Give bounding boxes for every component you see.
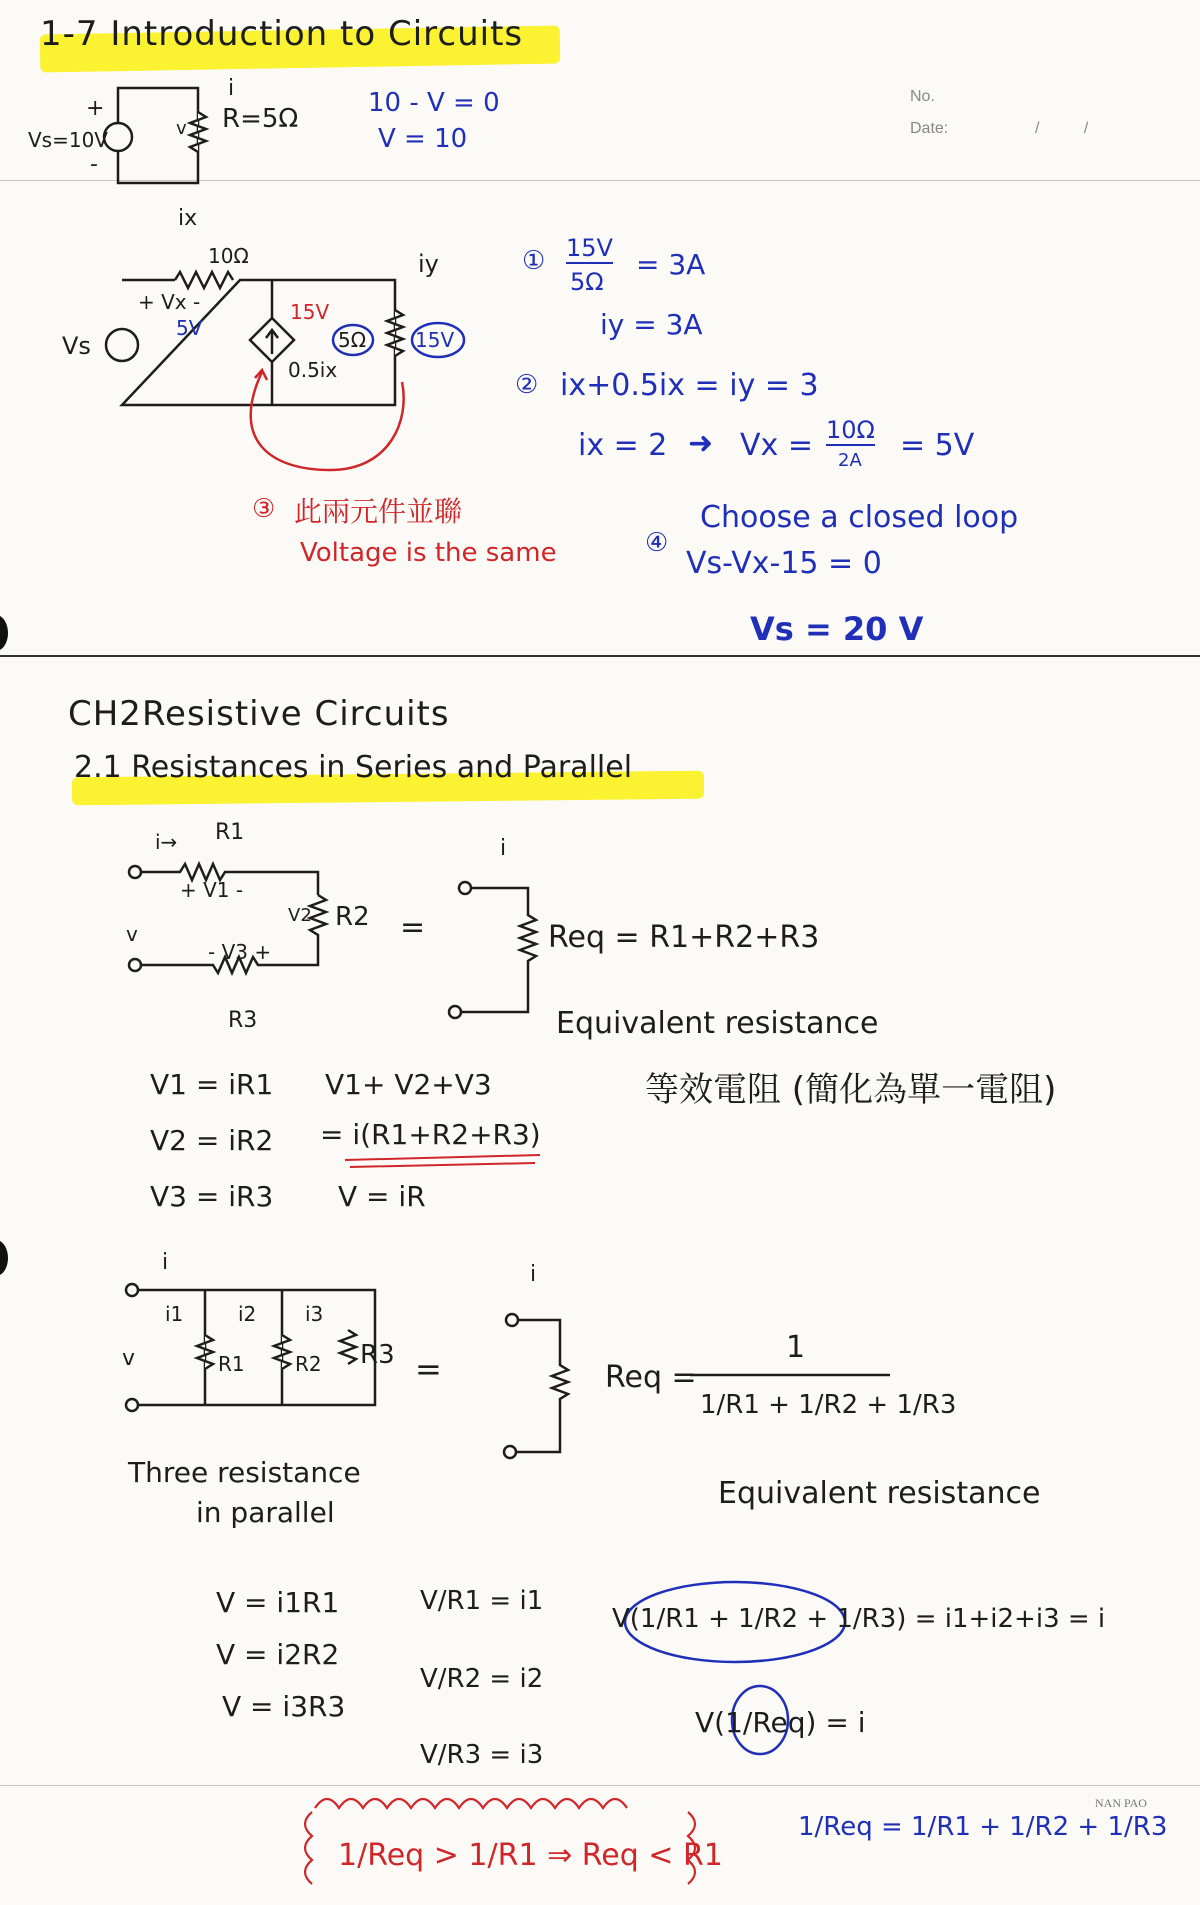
parallel-eq-mid-1: V/R1 = i1	[420, 1586, 544, 1616]
step4-label: ④	[645, 528, 669, 558]
parallel-req-label: Req =	[605, 1360, 697, 1395]
c2-ix: ix	[178, 206, 198, 231]
c2-15v: 15V	[290, 300, 330, 324]
step2-arrow: ➜	[688, 426, 714, 461]
c1-eq1: 10 - V = 0	[368, 88, 500, 118]
parallel-equals: =	[415, 1350, 442, 1388]
step4-result: Vs = 20 V	[750, 610, 924, 648]
step2-result: = 5V	[900, 428, 975, 463]
parallel-eq-mid-3: V/R3 = i3	[420, 1740, 544, 1770]
date-label: Date:	[910, 120, 949, 137]
c1-eq2: V = 10	[378, 124, 468, 154]
series-eq-factor: = i(R1+R2+R3)	[320, 1118, 541, 1151]
no-label: No.	[910, 88, 935, 105]
step2-frac-den: 2A	[838, 450, 862, 471]
step4-text: Choose a closed loop	[700, 500, 1019, 535]
series-eq-sum: V1+ V2+V3	[325, 1068, 492, 1101]
c2-vx: + Vx -	[138, 290, 201, 314]
step1-iy: iy = 3A	[600, 308, 703, 341]
parallel-i3: i3	[305, 1302, 324, 1326]
c2-r10: 10Ω	[208, 244, 249, 268]
series-r1: R1	[215, 820, 245, 845]
c1-current: i	[228, 76, 235, 101]
series-eq-v3: V3 = iR3	[150, 1180, 274, 1213]
section-title: 2.1 Resistances in Series and Parallel	[74, 750, 633, 785]
step3-cn: 此兩元件並聯	[294, 495, 463, 528]
chapter-title: CH2Resistive Circuits	[68, 694, 450, 734]
parallel-v: v	[122, 1346, 136, 1371]
parallel-req-num: 1	[786, 1330, 806, 1365]
series-cn-note: 等效電阻 (簡化為單一電阻)	[645, 1070, 1057, 1110]
parallel-caption-1: Three resistance	[128, 1456, 361, 1489]
c1-minus: -	[90, 152, 98, 177]
c2-5v: 5V	[176, 316, 203, 340]
parallel-req-den: 1/R1 + 1/R2 + 1/R3	[700, 1390, 957, 1420]
c1-plus: +	[86, 96, 105, 121]
series-eq-v2: V2 = iR2	[150, 1124, 274, 1157]
step1-frac-den: 5Ω	[570, 268, 604, 296]
parallel-eq-left-3: V = i3R3	[222, 1690, 346, 1723]
series-eq-ohm: V = iR	[338, 1180, 426, 1213]
page-title: 1-7 Introduction to Circuits	[40, 14, 524, 54]
series-eq-v1: V1 = iR1	[150, 1068, 274, 1101]
parallel-eq-resistance: Equivalent resistance	[718, 1476, 1041, 1511]
step2-ix: ix = 2	[578, 428, 668, 463]
step3-en: Voltage is the same	[300, 538, 557, 568]
c2-r5: 5Ω	[338, 328, 367, 352]
brand-mark: NAN PAO	[1095, 1796, 1147, 1810]
parallel-eq-left-2: V = i2R2	[216, 1638, 340, 1671]
step1-result: = 3A	[636, 248, 706, 281]
parallel-eq-left-1: V = i1R1	[216, 1586, 340, 1619]
series-i: i→	[155, 830, 178, 854]
step2-vx: Vx =	[740, 428, 813, 463]
series-v: v	[126, 922, 138, 946]
step2-frac-num: 10Ω	[826, 416, 875, 444]
parallel-i1: i1	[165, 1302, 184, 1326]
series-equals: =	[400, 910, 426, 945]
parallel-eq-conclusion: 1/Req > 1/R1 ⇒ Req < R1	[338, 1838, 723, 1873]
c2-iy: iy	[418, 250, 439, 278]
parallel-caption-2: in parallel	[196, 1496, 335, 1529]
step1-frac-num: 15V	[566, 234, 613, 262]
series-req: Req = R1+R2+R3	[548, 920, 820, 955]
step4-eq: Vs-Vx-15 = 0	[686, 546, 882, 581]
c2-vs: Vs	[62, 332, 91, 360]
parallel-eq-req: V(1/Req) = i	[695, 1706, 866, 1739]
parallel-i2: i2	[238, 1302, 257, 1326]
parallel-eq-bottom: 1/Req = 1/R1 + 1/R2 + 1/R3	[798, 1812, 1168, 1842]
series-eq-i: i	[500, 836, 507, 861]
series-v2: V2	[288, 905, 312, 926]
c1-vs: Vs=10V	[28, 128, 108, 152]
parallel-eq-mid-2: V/R2 = i2	[420, 1664, 544, 1694]
step2-label: ②	[515, 370, 539, 400]
step2-eq: ix+0.5ix = iy = 3	[560, 368, 819, 403]
series-v3: - V3 +	[208, 940, 272, 964]
c2-dep-source: 0.5ix	[288, 358, 338, 382]
parallel-r1: R1	[218, 1352, 245, 1376]
parallel-i: i	[162, 1250, 169, 1275]
c1-resistor: R=5Ω	[222, 104, 299, 134]
step1-label: ①	[522, 246, 546, 276]
step3-label: ③	[252, 494, 276, 524]
series-r2: R2	[335, 902, 370, 932]
series-r3: R3	[228, 1008, 258, 1033]
c1-v: v	[176, 118, 187, 139]
date-slashes: / /	[1035, 120, 1089, 137]
series-v1: + V1 -	[180, 878, 244, 902]
series-eq-resistance: Equivalent resistance	[556, 1006, 879, 1041]
parallel-r3: R3	[360, 1340, 395, 1370]
parallel-eq-i: i	[530, 1262, 537, 1287]
parallel-eq-sum: V(1/R1 + 1/R2 + 1/R3) = i1+i2+i3 = i	[612, 1604, 1106, 1634]
c2-15v-b: 15V	[415, 328, 455, 352]
parallel-r2: R2	[295, 1352, 322, 1376]
